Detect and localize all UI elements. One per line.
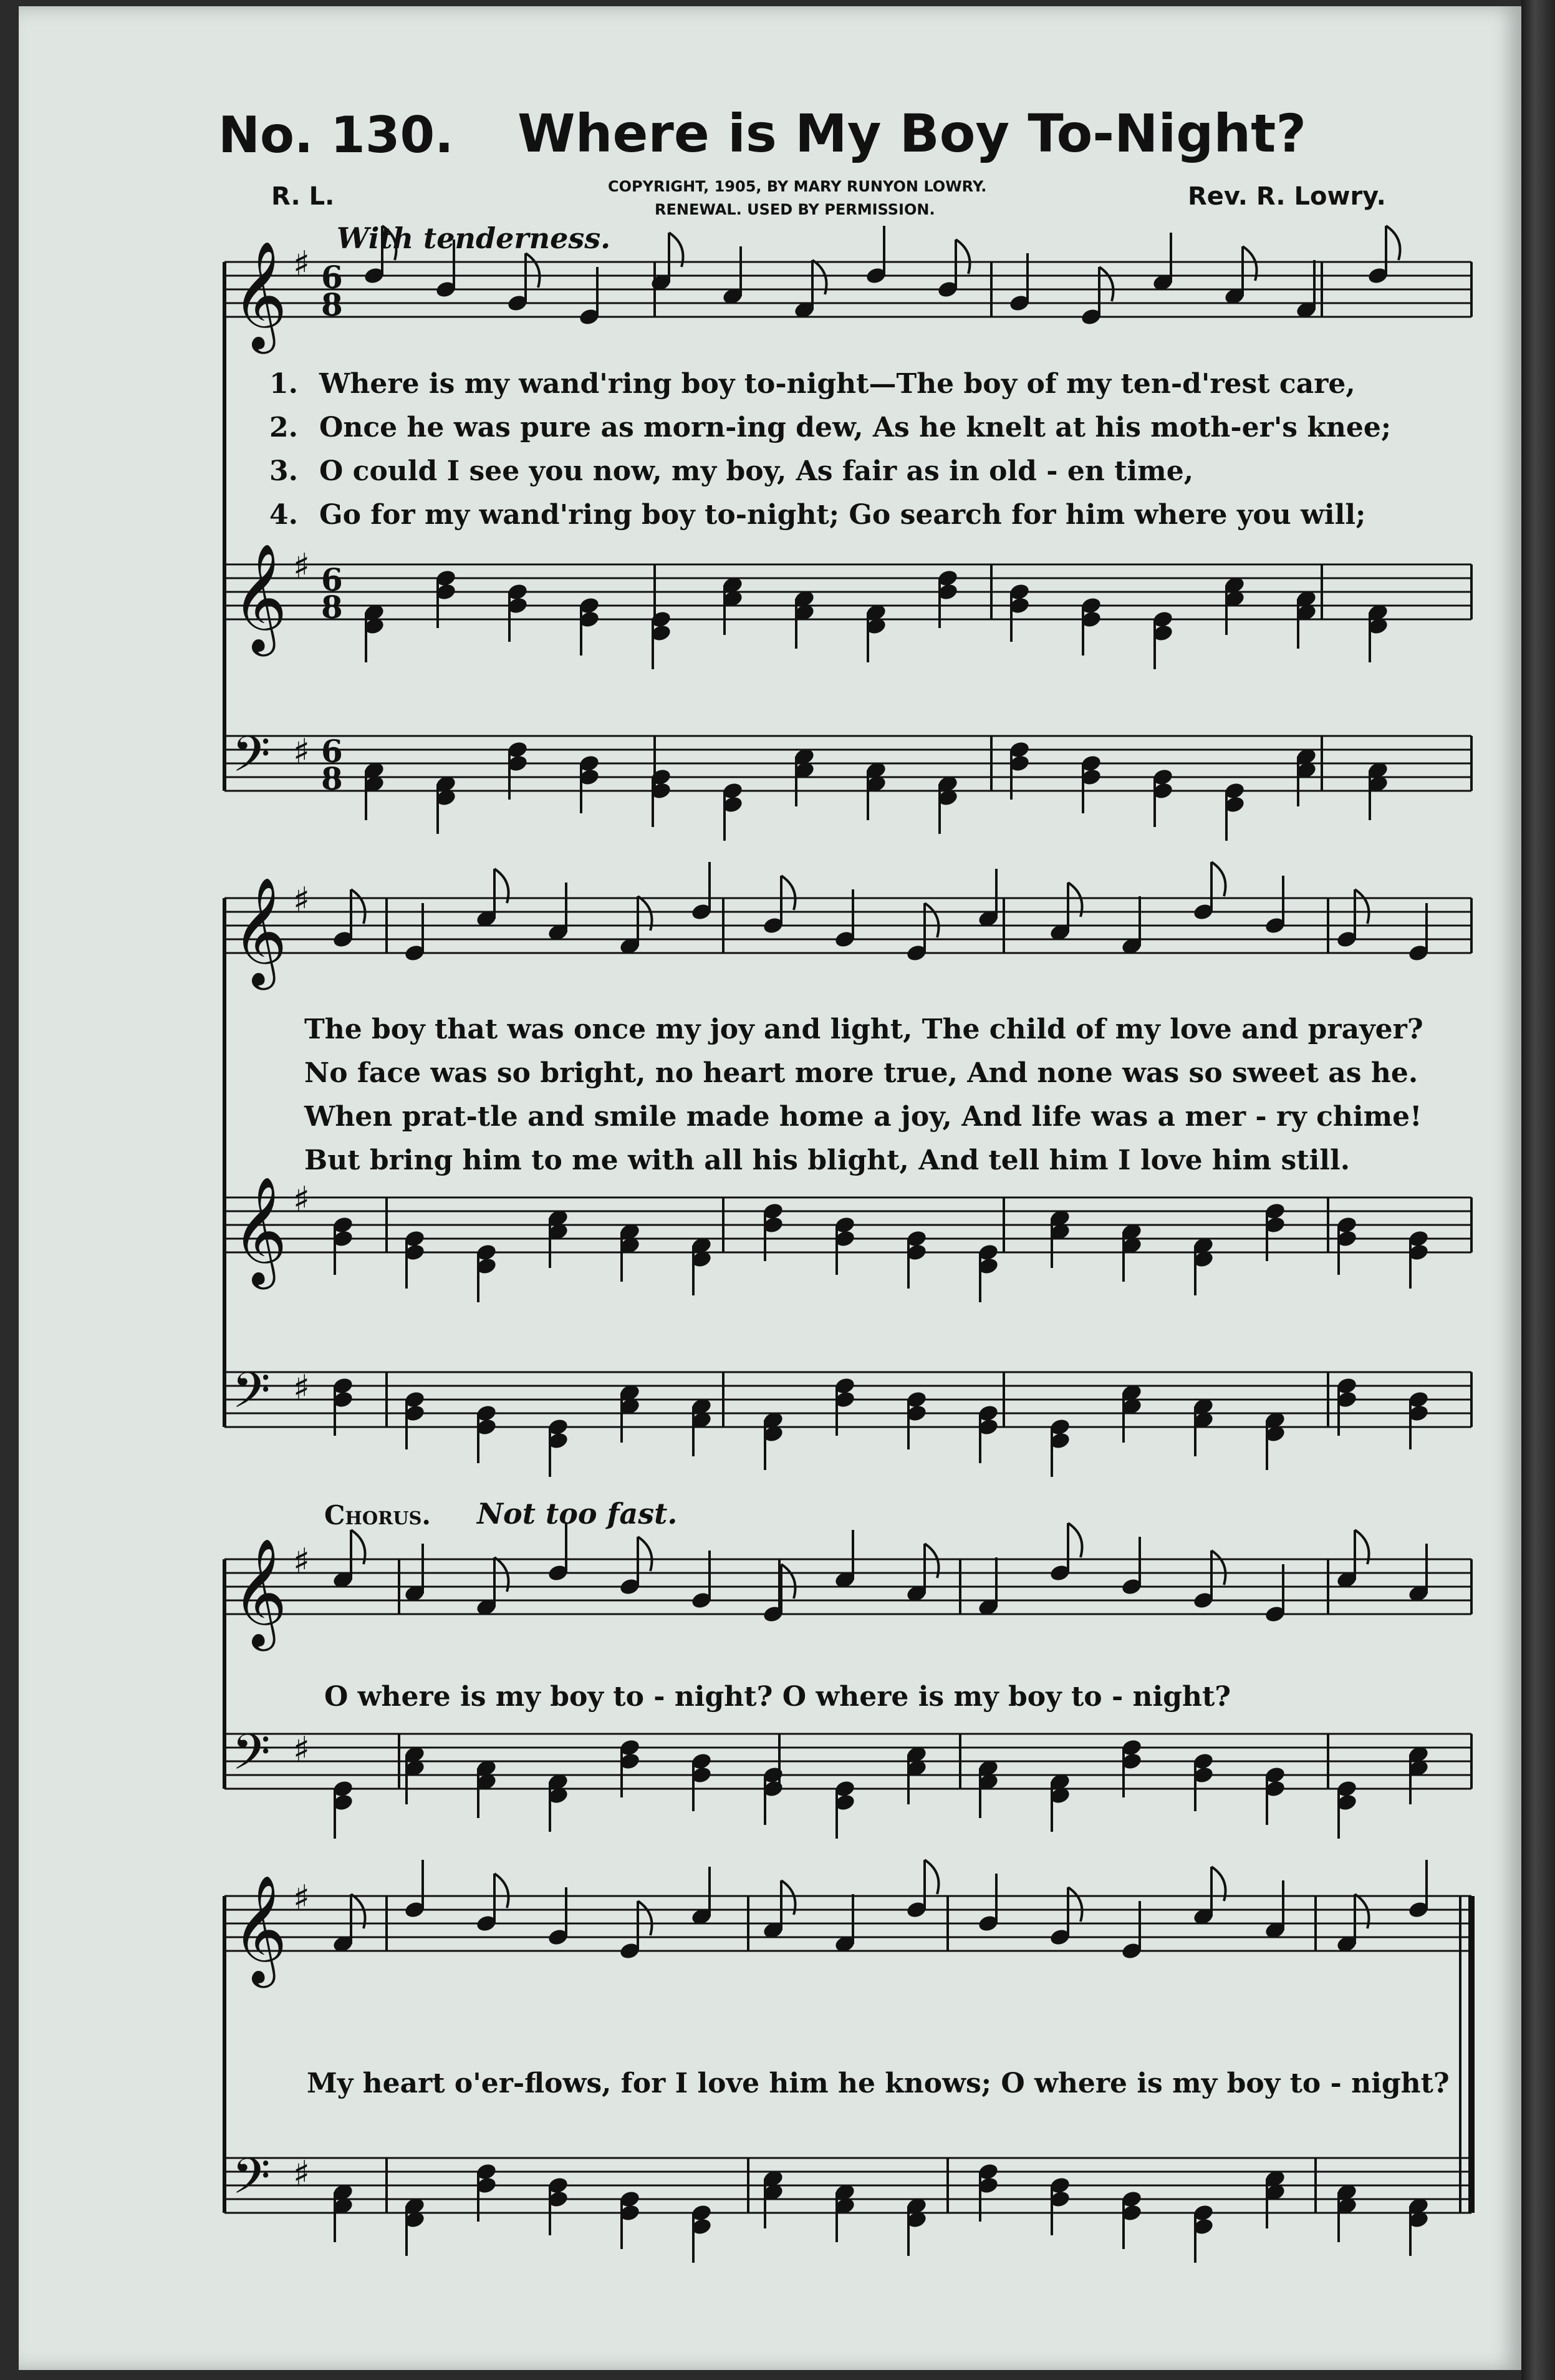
hymn-title: Where is My Boy To-Night? [518,103,1307,164]
treble-clef-icon: 𝄞 [232,241,287,349]
treble-clef-icon: 𝄞 [232,1538,287,1647]
verse-1-line-b: The boy that was once my joy and light, The child of my love and prayer? [304,1013,1423,1045]
note-flag [1068,1523,1082,1557]
time-signature-digit: 8 [321,589,343,626]
chorus-line-1: O where is my boy to - night? O where is my boy to - night? [324,1681,1231,1713]
note-flag [781,1564,796,1599]
chorus-tempo: Not too fast. [477,1497,678,1531]
sharp-icon: ♯ [293,2154,311,2194]
time-signature-digit: 6 [321,561,343,598]
treble-clef-icon: 𝄞 [232,543,287,652]
sharp-icon: ♯ [293,1179,311,1220]
note-flag [956,239,970,274]
note-flag [925,903,939,937]
sharp-icon: ♯ [293,1541,311,1582]
lyricist: R. L. [271,182,335,211]
sharp-icon: ♯ [293,546,311,587]
note-flag [1211,862,1226,896]
bass-clef-icon: 𝄢 [232,1723,271,1793]
time-signature-digit: 8 [321,760,343,797]
note-flag [1211,1550,1226,1585]
verse-3-line-a: O could I see you now, my boy, As fair as in old - en time, [319,455,1194,487]
chorus-line-2: My heart o'er-flows, for I love him he knows; O where is my boy to - night? [307,2068,1450,2099]
verse-number: 2. [269,412,298,443]
sharp-icon: ♯ [293,1368,311,1408]
composer: Rev. R. Lowry. [1188,182,1386,211]
note-flag [1355,889,1369,924]
sharp-icon: ♯ [293,244,311,284]
sharp-icon: ♯ [293,732,311,772]
verse-1-line-a: Where is my wand'ring boy to-night—The boy of my ten-d'rest care, [319,368,1355,400]
note-flag [638,1901,652,1935]
verse-number: 1. [269,368,298,400]
note-flag [1099,267,1114,301]
sharp-icon: ♯ [293,1878,311,1918]
sharp-icon: ♯ [293,880,311,921]
verse-3-line-b: When prat-tle and smile made home a joy, And life was a mer - ry chime! [304,1101,1422,1133]
copyright-line-2: RENEWAL. USED BY PERMISSION. [655,201,935,218]
note-flag [781,876,796,910]
treble-clef-icon: 𝄞 [232,877,287,985]
time-signature-digit: 8 [321,286,343,323]
note-flag [526,253,540,288]
note-flag [925,1860,939,1894]
note-flag [1386,226,1400,260]
bass-clef-icon: 𝄢 [232,725,271,795]
sharp-icon: ♯ [293,1729,311,1770]
verse-number: 3. [269,455,298,487]
treble-clef-icon: 𝄞 [232,1176,287,1285]
chorus-label: Chorus. [324,1500,431,1531]
verse-4-line-a: Go for my wand'ring boy to-night; Go search for him where you will; [319,499,1366,531]
note-flag [1068,1887,1082,1922]
hymn-number: No. 130. [218,106,454,164]
note-flag [494,1874,509,1908]
verse-2-line-b: No face was so bright, no heart more true, And none was so sweet as he. [304,1057,1418,1089]
verse-2-line-a: Once he was pure as morn-ing dew, As he knelt at his moth-er's knee; [319,412,1392,443]
copyright-line-1: COPYRIGHT, 1905, BY MARY RUNYON LOWRY. [608,178,987,195]
time-signature-digit: 6 [321,259,343,296]
bass-clef-icon: 𝄢 [232,2147,271,2217]
verse-4-line-b: But bring him to me with all his blight, And tell him I love him still. [304,1144,1350,1176]
note-flag [351,889,365,924]
note-flag [638,1537,652,1571]
verse-number: 4. [269,499,298,531]
treble-clef-icon: 𝄞 [232,1875,287,1983]
bass-clef-icon: 𝄢 [232,1362,271,1431]
tempo-marking: With tenderness. [337,221,611,255]
time-signature-digit: 6 [321,733,343,770]
